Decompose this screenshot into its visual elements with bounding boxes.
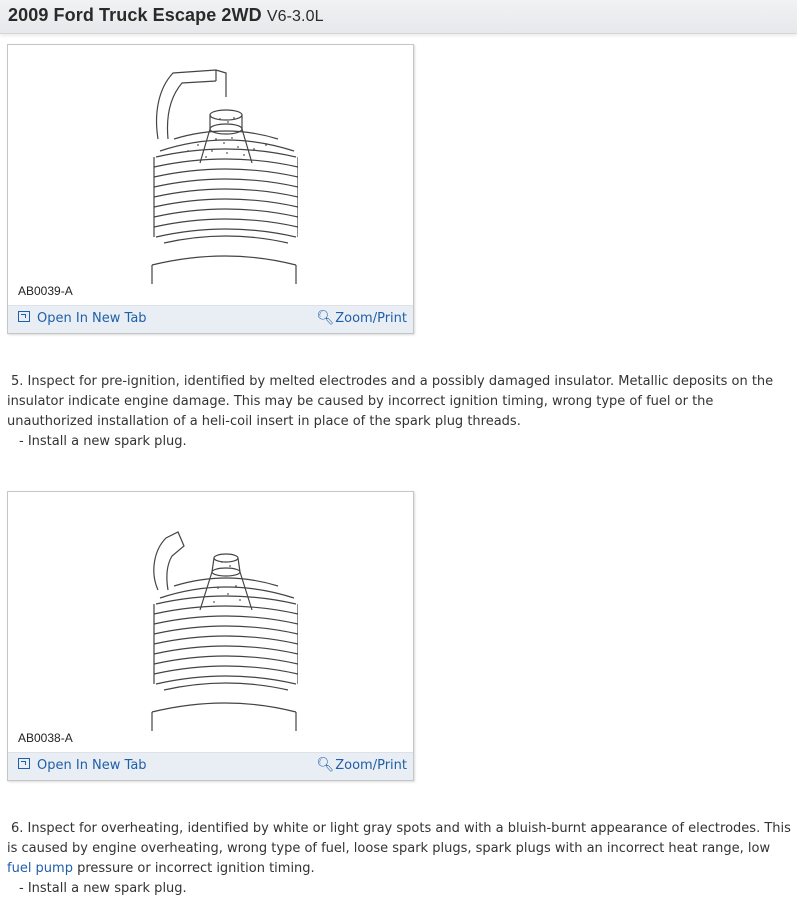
- magnifier-icon: 🔍︎: [316, 310, 335, 326]
- open-in-new-tab-label: Open In New Tab: [37, 758, 147, 773]
- engine-label: V6-3.0L: [266, 8, 324, 25]
- figure-toolbar: [8, 752, 413, 780]
- step-5-text: 5. Inspect for pre-ignition, identified by melted electrodes and a possibly damaged insulator. Metallic deposits on the insulator indicate engine damage. This may be caused by incorrect ignition timing, wrong type of fuel or the unauthorized installation of a heli-coil insert in place of the spark plug threads.: [7, 374, 774, 429]
- page-header: [0, 0, 797, 34]
- step-6-action: - Install a new spark plug.: [19, 881, 187, 896]
- magnifier-icon: 🔍︎: [316, 757, 335, 773]
- step-6: [7, 819, 792, 899]
- vehicle-title: 2009 Ford Truck Escape 2WD: [8, 5, 262, 25]
- open-in-new-tab-link[interactable]: [18, 311, 147, 326]
- step-6-text: 6. Inspect for overheating, identified by white or light gray spots and with a bluish-burnt appearance of electrodes. This is caused by engine overheating, wrong type of fuel, loose spark plugs, spark plugs with an incorrect heat range, low: [7, 821, 791, 856]
- figure-caption: AB0038-A: [18, 731, 73, 745]
- step-5-action: - Install a new spark plug.: [19, 434, 187, 449]
- fuel-pump-link[interactable]: fuel pump: [7, 861, 73, 876]
- open-new-tab-icon: [18, 311, 30, 322]
- zoom-print-label: Zoom/Print: [335, 758, 407, 773]
- figure-ab0038: [7, 491, 414, 781]
- open-in-new-tab-link[interactable]: [18, 758, 147, 773]
- open-new-tab-icon: [18, 758, 30, 769]
- spark-plug-illustration: [128, 59, 298, 284]
- figure-ab0039: [7, 44, 414, 334]
- open-in-new-tab-label: Open In New Tab: [37, 311, 147, 326]
- step-5: [7, 372, 792, 452]
- zoom-print-link[interactable]: [316, 310, 407, 326]
- zoom-print-label: Zoom/Print: [335, 311, 407, 326]
- zoom-print-link[interactable]: [316, 757, 407, 773]
- step-6-text-continued: pressure or incorrect ignition timing.: [72, 861, 315, 876]
- spark-plug-illustration: [128, 506, 298, 731]
- figure-toolbar: [8, 305, 413, 333]
- page-title: [8, 5, 324, 26]
- figure-caption: AB0039-A: [18, 284, 73, 298]
